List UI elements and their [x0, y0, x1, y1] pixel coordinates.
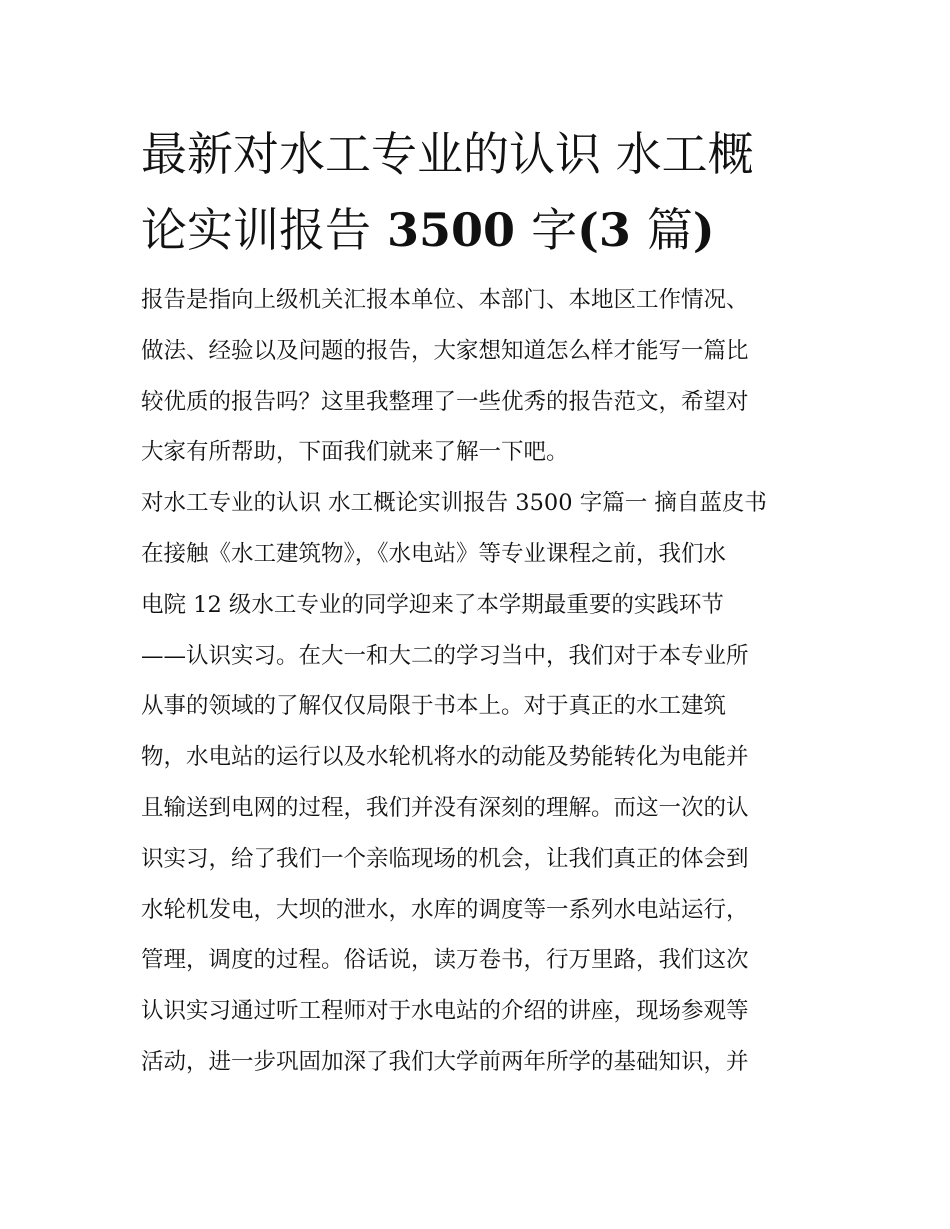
body-line: 对水工专业的认识 水工概论实训报告 3500 字篇一 摘自蓝皮书 — [141, 490, 767, 517]
body-line: 电院 12 级水工专业的同学迎来了本学期最重要的实践环节 — [141, 591, 724, 618]
body-line: 认识实习通过听工程师对于水电站的介绍的讲座，现场参观等 — [141, 998, 749, 1025]
body-line: 做法、经验以及问题的报告，大家想知道怎么样才能写一篇比 — [141, 337, 749, 364]
body-line: 大家有所帮助，下面我们就来了解一下吧。 — [141, 439, 569, 466]
body-line: 较优质的报告吗？这里我整理了一些优秀的报告范文，希望对 — [141, 388, 749, 415]
title-line-2-prefix: 论实训报告 — [141, 203, 371, 257]
body-line: 在接触《水工建筑物》，《水电站》等专业课程之前，我们水 — [141, 540, 727, 567]
title-unit: 字 — [531, 203, 578, 257]
document-body — [141, 275, 813, 1088]
body-line: 物，水电站的运行以及水轮机将水的动能及势能转化为电能并 — [141, 744, 749, 771]
body-line: 报告是指向上级机关汇报本单位、本部门、本地区工作情况、 — [141, 287, 749, 313]
body-line: 从事的领域的了解仅仅局限于书本上。对于真正的水工建筑 — [141, 693, 727, 720]
body-line: 管理，调度的过程。俗话说，读万卷书，行万里路，我们这次 — [141, 947, 749, 974]
title-unit-pian: 篇 — [646, 203, 693, 257]
title-word-count: 3500 — [371, 203, 532, 257]
body-line: 且输送到电网的过程，我们并没有深刻的理解。而这一次的认 — [141, 794, 749, 821]
body-line: 活动，进一步巩固加深了我们大学前两年所学的基础知识，并 — [141, 1048, 749, 1075]
title-line-1: 最新对水工专业的认识 水工概 — [141, 127, 754, 181]
document-title — [141, 116, 821, 268]
title-paren-open: (3 — [577, 203, 647, 257]
body-line: ——认识实习。在大一和大二的学习当中，我们对于本专业所 — [141, 642, 749, 669]
title-line-2 — [141, 192, 821, 268]
body-line: 水轮机发电，大坝的泄水，水库的调度等一系列水电站运行， — [141, 896, 749, 923]
body-line: 识实习，给了我们一个亲临现场的机会，让我们真正的体会到 — [141, 845, 749, 872]
title-paren-close: ) — [692, 203, 715, 257]
